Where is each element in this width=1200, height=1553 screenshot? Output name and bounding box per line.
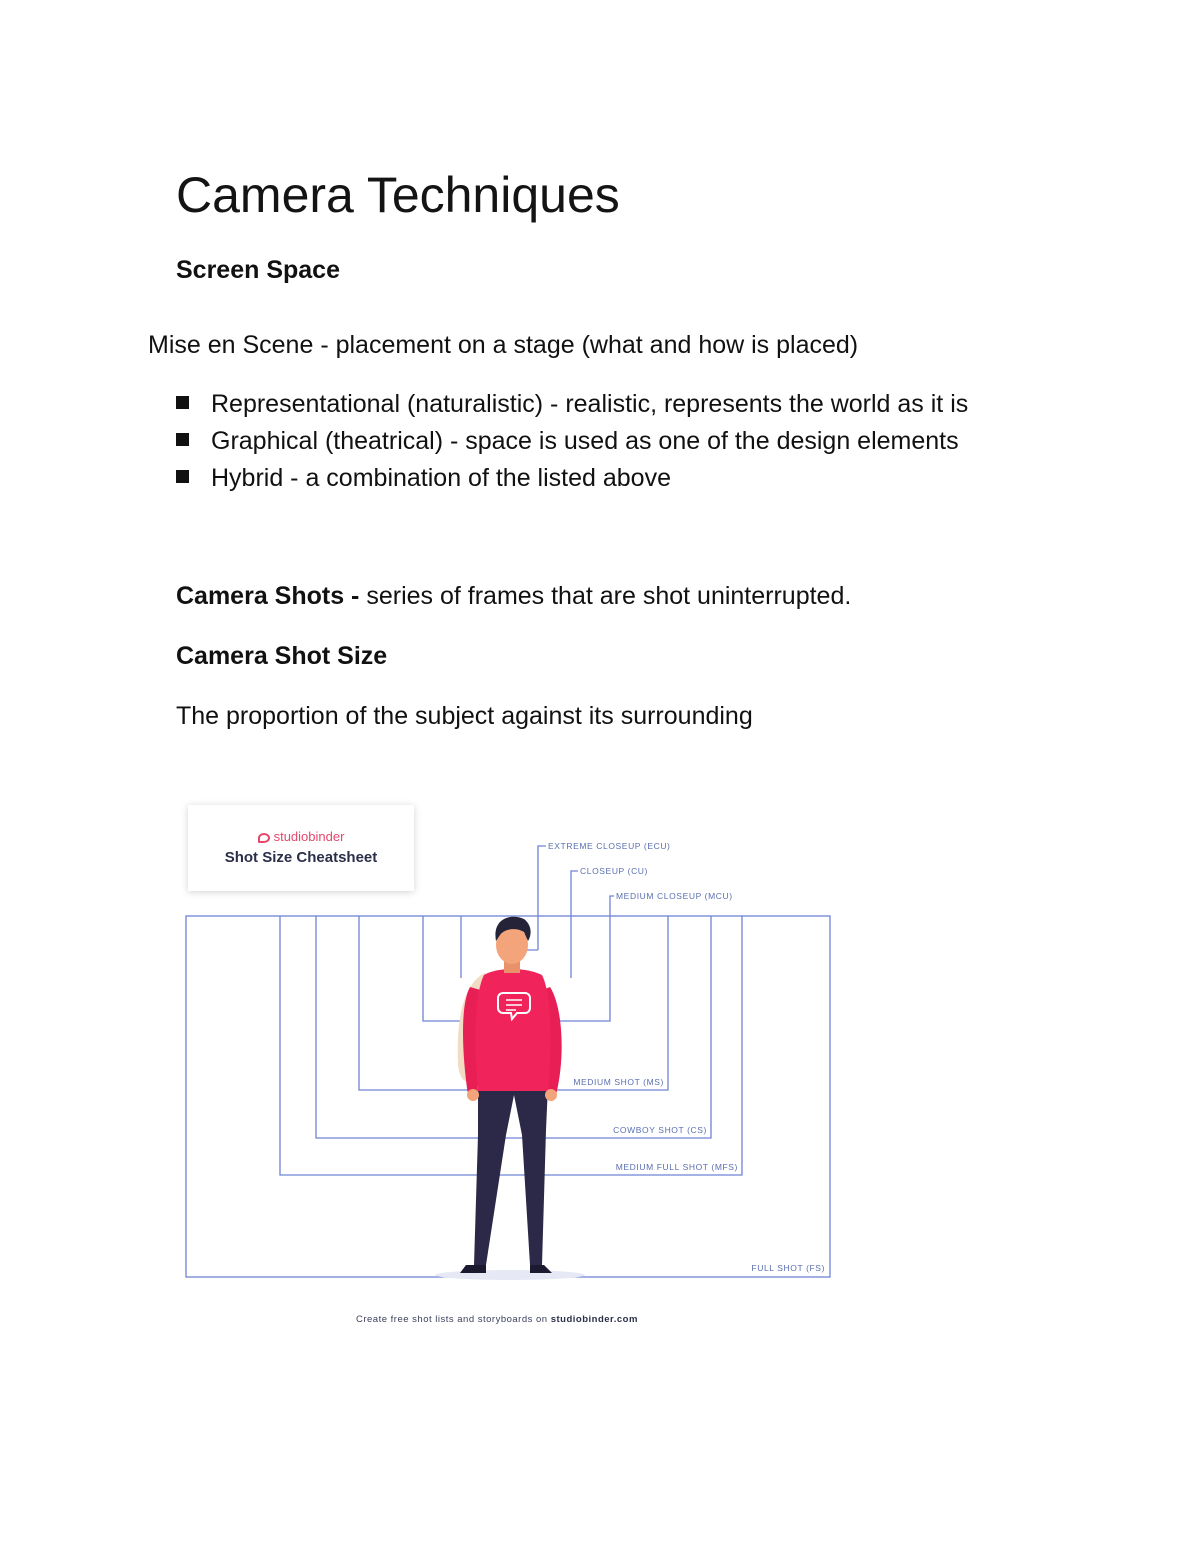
bullet-text: Hybrid - a combination of the listed above [211,464,671,492]
bullet-text: Representational (naturalistic) - realistic, represents the world as it is [211,390,969,418]
right-hand-icon [545,1089,557,1101]
label-ms: MEDIUM SHOT (MS) [573,1077,664,1087]
square-bullet-icon [176,470,189,483]
label-cu: CLOSEUP (CU) [580,866,648,876]
camera-shots-paragraph [176,582,851,611]
cheatsheet-footer [356,1314,638,1325]
page-title: Camera Techniques [176,167,620,223]
brand-name: studiobinder [273,829,345,844]
cheatsheet-title-card [188,805,414,891]
footer-site: studiobinder.com [550,1314,638,1325]
label-mcu: MEDIUM CLOSEUP (MCU) [616,891,733,901]
mise-en-scene-intro: Mise en Scene - placement on a stage (what and how is placed) [148,331,859,359]
label-mfs: MEDIUM FULL SHOT (MFS) [615,1162,738,1172]
label-fs: FULL SHOT (FS) [751,1263,825,1273]
label-ecu: EXTREME CLOSEUP (ECU) [548,841,671,851]
camera-shots-description: series of frames that are shot uninterrupted. [359,582,852,610]
square-bullet-icon [176,396,189,409]
extreme-closeup-frame [538,846,546,950]
shot-size-cheatsheet-figure [180,795,845,1340]
footer-prefix: Create free shot lists and storyboards on [356,1314,551,1325]
list-item [176,390,968,419]
studiobinder-logo-icon [258,833,270,843]
shot-size-heading: Camera Shot Size [176,642,388,670]
left-shoe-icon [460,1265,486,1273]
square-bullet-icon [176,433,189,446]
right-shoe-icon [530,1265,552,1273]
list-item [176,427,959,456]
figure-shadow [435,1270,585,1280]
shot-size-description: The proportion of the subject against its surrounding [176,702,753,730]
left-hand-icon [467,1089,479,1101]
shirt-icon [476,969,551,1091]
closeup-frame [571,871,578,978]
list-item [176,464,671,493]
studiobinder-logo [188,829,414,844]
camera-shots-heading: Camera Shots - [176,582,360,610]
cheatsheet-title: Shot Size Cheatsheet [224,849,378,866]
screen-space-heading: Screen Space [176,256,340,284]
label-cs: COWBOY SHOT (CS) [613,1125,707,1135]
bullet-text: Graphical (theatrical) - space is used as one of the design elements [211,427,959,455]
